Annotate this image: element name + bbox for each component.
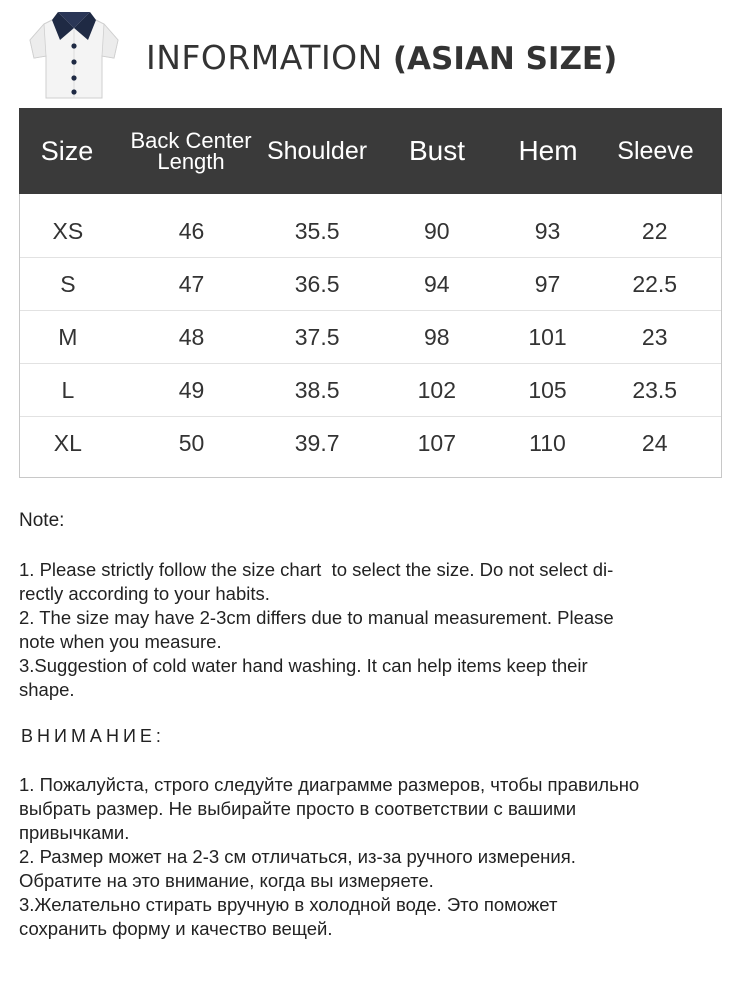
note-line: 1. Please strictly follow the size chart to select the size. Do not select di- bbox=[19, 559, 614, 580]
title-asian-size: (ASIAN SIZE) bbox=[392, 41, 618, 77]
cell-size: L bbox=[61, 377, 75, 403]
cell-shoulder: 37.5 bbox=[294, 324, 340, 350]
cell-bust: 98 bbox=[424, 324, 450, 350]
cell-shoulder: 39.7 bbox=[294, 430, 340, 456]
note-line: Обратите на это внимание, когда вы измеряете. bbox=[19, 870, 434, 891]
cell-back-center-length: 50 bbox=[178, 430, 205, 456]
cell-shoulder: 35.5 bbox=[294, 218, 340, 244]
title-information: INFORMATION bbox=[146, 38, 383, 77]
cell-back-center-length: 47 bbox=[178, 271, 205, 297]
note-text-en bbox=[19, 558, 709, 702]
note-line: 2. The size may have 2-3cm differs due to manual measurement. Please bbox=[19, 607, 614, 628]
note-line: сохранить форму и качество вещей. bbox=[19, 918, 333, 939]
cell-size: XL bbox=[53, 430, 82, 456]
note-line: 2. Размер может на 2-3 см отличаться, из-за ручного измерения. bbox=[19, 846, 576, 867]
attention-title-ru: ВНИМАНИЕ: bbox=[21, 726, 165, 746]
cell-shoulder: 38.5 bbox=[294, 377, 340, 403]
cell-bust: 107 bbox=[417, 430, 456, 456]
cell-hem: 97 bbox=[534, 271, 561, 297]
cell-back-center-length: 48 bbox=[178, 324, 205, 350]
note-line: rectly according to your habits. bbox=[19, 583, 270, 604]
cell-hem: 93 bbox=[534, 218, 561, 244]
cell-bust: 90 bbox=[424, 218, 450, 244]
note-line: shape. bbox=[19, 679, 75, 700]
note-line: выбрать размер. Не выбирайте просто в соответствии с вашими bbox=[19, 798, 577, 819]
cell-sleeve: 22 bbox=[641, 218, 668, 244]
note-line: привычками. bbox=[19, 822, 130, 843]
table-row bbox=[20, 364, 721, 417]
cell-sleeve: 23 bbox=[641, 324, 668, 350]
cell-hem: 110 bbox=[529, 430, 566, 456]
header-shoulder: Shoulder bbox=[266, 136, 368, 165]
header-size: Size bbox=[40, 135, 94, 166]
cell-hem: 105 bbox=[528, 377, 567, 403]
header-back-center-line1: Back Center bbox=[130, 128, 252, 153]
blouse-product-image bbox=[24, 6, 124, 102]
cell-size: XS bbox=[52, 218, 84, 244]
size-table bbox=[19, 108, 722, 478]
page-title bbox=[146, 36, 617, 80]
cell-sleeve: 23.5 bbox=[632, 377, 678, 403]
header-hem: Hem bbox=[518, 135, 578, 166]
cell-hem: 101 bbox=[528, 324, 567, 350]
table-row bbox=[20, 311, 721, 364]
header-back-center-length bbox=[115, 108, 267, 194]
size-table-body bbox=[20, 205, 721, 470]
note-line: 3.Suggestion of cold water hand washing. It can help items keep their bbox=[19, 655, 588, 676]
cell-sleeve: 24 bbox=[641, 430, 668, 456]
size-table-header bbox=[19, 108, 722, 194]
page-header bbox=[0, 0, 740, 108]
note-line: 3.Желательно стирать вручную в холодной воде. Это поможет bbox=[19, 894, 558, 915]
note-text-ru bbox=[19, 773, 709, 941]
header-back-center-line2: Length bbox=[157, 149, 225, 174]
cell-size: M bbox=[58, 324, 78, 350]
table-row bbox=[20, 258, 721, 311]
cell-bust: 94 bbox=[424, 271, 450, 297]
cell-size: S bbox=[60, 271, 76, 297]
cell-bust: 102 bbox=[417, 377, 456, 403]
header-bust: Bust bbox=[408, 135, 466, 166]
note-line: note when you measure. bbox=[19, 631, 222, 652]
cell-back-center-length: 46 bbox=[178, 218, 205, 244]
table-row bbox=[20, 205, 721, 258]
header-sleeve: Sleeve bbox=[617, 136, 694, 165]
note-line: 1. Пожалуйста, строго следуйте диаграмме размеров, чтобы правильно bbox=[19, 774, 640, 795]
note-title: Note: bbox=[19, 510, 65, 531]
cell-sleeve: 22.5 bbox=[632, 271, 678, 297]
cell-back-center-length: 49 bbox=[178, 377, 205, 403]
table-row bbox=[20, 417, 721, 470]
cell-shoulder: 36.5 bbox=[294, 271, 340, 297]
